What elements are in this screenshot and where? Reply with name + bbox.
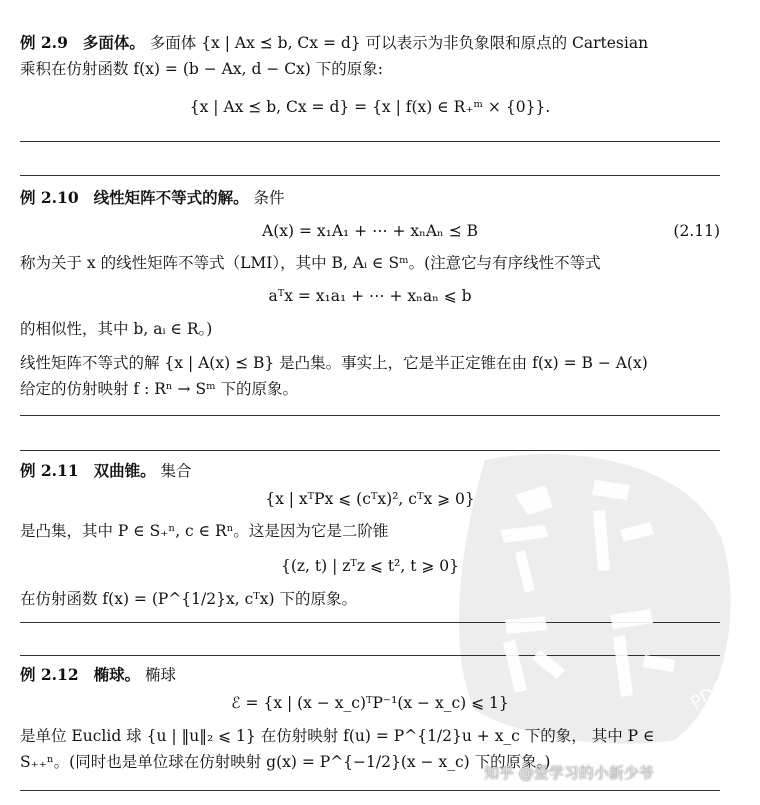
ex211-number: 例 2.11 (20, 461, 79, 480)
ex211-line1 (20, 460, 720, 482)
ex212-equation: ℰ = {x | (x − x_c)ᵀP⁻¹(x − x_c) ⩽ 1} (231, 694, 509, 712)
ex211-text2: 在仿射函数 f(x) = (P^{1/2}x, cᵀx) 下的原象。 (20, 590, 357, 608)
ex210-top-rule (20, 175, 720, 176)
ex210-equation-number: (2.11) (673, 222, 720, 240)
ex211-top-rule (20, 450, 720, 451)
ex212-text2: S₊₊ⁿ。(同时也是单位球在仿射映射 g(x) = P^{−1/2}(x − x_c) 下的原象。) (20, 753, 551, 771)
ex212-number: 例 2.12 (20, 665, 79, 684)
seal-stamp-text: PDG (687, 676, 731, 715)
ex211-bottom-rule (20, 622, 720, 623)
ex210-number: 例 2.10 (20, 188, 79, 207)
ex210-equation1 (20, 220, 720, 242)
ex212-lead: 椭球 (145, 666, 177, 684)
ex211-lead: 集合 (160, 462, 192, 480)
ex210-bottom-rule (20, 415, 720, 416)
ex29-equation: {x | Ax ⪯ b, Cx = d} = {x | f(x) ∈ R₊ᵐ × {0}}. (189, 98, 551, 116)
ex29-number: 例 2.9 (20, 33, 68, 52)
ex29-title: 多面体。 (82, 33, 145, 52)
ex212-title: 椭球。 (93, 665, 141, 684)
ex212-top-rule (20, 655, 720, 656)
ex210-title: 线性矩阵不等式的解。 (93, 188, 249, 207)
ex212-text1: 是单位 Euclid 球 {u | ‖u‖₂ ⩽ 1} 在仿射映射 f(u) = P^{1/2}u + x_c 下的象， 其中 P ∈ (20, 727, 655, 745)
ex211-title: 双曲锥。 (93, 461, 156, 480)
ex210-equation2: aᵀx = x₁a₁ + ⋯ + xₙaₙ ⩽ b (268, 287, 472, 305)
ex212-bottom-rule (20, 790, 720, 791)
ex210-lead: 条件 (253, 189, 285, 207)
ex210-eq1: A(x) = x₁A₁ + ⋯ + xₙAₙ ⪯ B (262, 222, 478, 240)
ex29-text2: 乘积在仿射函数 f(x) = (b − Ax, d − Cx) 下的原象: (20, 60, 384, 78)
ex210-text3: 线性矩阵不等式的解 {x | A(x) ⪯ B} 是凸集。事实上，它是半正定锥在由 f(x) = B − A(x) (20, 354, 648, 372)
ex210-text2: 的相似性，其中 b, aᵢ ∈ R。) (20, 320, 213, 338)
ex210-text4: 给定的仿射映射 f : Rⁿ → Sᵐ 下的原象。 (20, 380, 299, 398)
zhihu-credit-watermark: 知乎 @爱学习的小新少爷 (484, 764, 654, 782)
ex29-line1 (20, 32, 720, 54)
ex212-line1 (20, 664, 720, 686)
ex210-text1: 称为关于 x 的线性矩阵不等式（LMI），其中 B, Aᵢ ∈ Sᵐ。(注意它与有序线性不等式 (20, 254, 601, 272)
ex211-equation2: {(z, t) | zᵀz ⩽ t², t ⩾ 0} (280, 557, 460, 575)
ex211-text1: 是凸集，其中 P ∈ S₊ⁿ, c ∈ Rⁿ。这是因为它是二阶锥 (20, 522, 389, 540)
ex210-line1 (20, 187, 720, 209)
ex29-bottom-rule (20, 141, 720, 142)
ex211-equation1: {x | xᵀPx ⩽ (cᵀx)², cᵀx ⩾ 0} (265, 490, 475, 508)
ex29-text1: 多面体 {x | Ax ⪯ b, Cx = d} 可以表示为非负象限和原点的 Cartesian (149, 34, 649, 52)
